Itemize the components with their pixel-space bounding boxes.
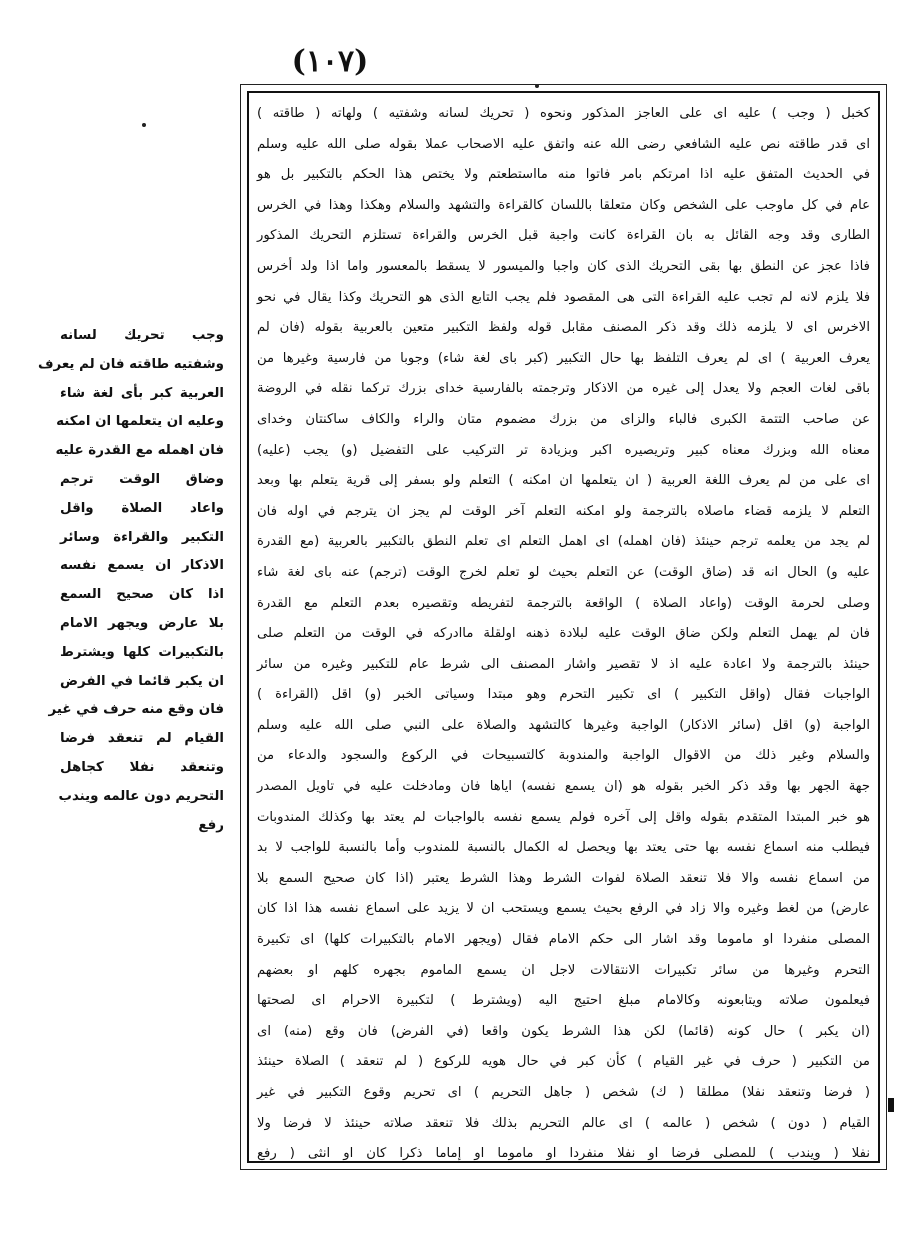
margin-text-line: وشفتيه طاقته فان لم يعرف — [37, 356, 224, 372]
margin-text-line: بلا عارض ويجهر الامام — [60, 615, 224, 631]
main-text-line: عام في كل ماوجب على الشخص وكان متعلقا باللسان كالقراءة والتشهد والسلام وهكذا وهذا في الخرس — [257, 197, 870, 213]
page-edge-mark — [888, 1098, 894, 1112]
main-text-line: من اسماع نفسه والا فلا تنعقد الصلاة لفوات الشرط وهذا الشرط يعتبر (اذا كان صحيح السمع بلا — [257, 870, 870, 886]
margin-text-line: التحريم دون عالمه ويندب — [58, 788, 224, 804]
main-text-line: فلا يلزم لانه لم تجب عليه القراءة التى هى المقصود فلم يجب التابع الذى هو التحريك وكذا يقال في نحو — [257, 289, 870, 305]
main-text-line: الطارى وقد وجه القائل به بان القراءة كانت واجبة قبل الخرس والقراءة تستلزم التحريك المذكور — [257, 228, 870, 244]
main-text-line: حينئذ بالترجمة ولا اعادة عليه اذ لا تقصير واشار المصنف الى شرط عام للتكبير وغيره من سائر — [257, 656, 870, 672]
main-text-line: اى على من لم يعرف اللغة العربية ( ان يتعلمها ان امكنه ) التعلم ولو بسفر إلى قرية يتعلم بها وبعد — [257, 473, 870, 489]
margin-text-line: اذا كان صحيح السمع — [60, 587, 224, 603]
main-text-line: (ان يكبر ) حال كونه (قائما) لكن هذا الشرط يكون واقعا (في الفرض) فان وقع (منه) اى — [257, 1023, 870, 1039]
main-text-line: نفلا ( ويندب ) للمصلى فرضا او نفلا منفردا او ماموما او إماما ذكرا كان او انثى ( رفع — [257, 1146, 870, 1162]
main-text-line: المصلى منفردا او ماموما وقد اشار الى حكم الامام فقال (ويجهر الامام بالتكبيرات كلها) اى تكبيرة — [257, 932, 870, 948]
margin-text-line: فان اهمله مع القدرة عليه — [55, 443, 224, 459]
main-text-line: يعرف العربية ) اى لم يعرف التلفظ بها حال التكبير (كبر باى لغة شاء) وجوبا من فارسية وغيرها من — [257, 350, 870, 366]
main-text-line: ( فرضا وتنعقد نفلا) مطلقا ( ك) شخص ( جاهل التحريم ) اى تحريم وقوع التكبير في غير — [257, 1085, 870, 1100]
margin-text-line: وضاق الوقت ترجم — [60, 471, 224, 487]
main-text-line: وصلى لحرمة الوقت (واعاد الصلاة ) الواقعة بالترجمة لتفريطه وتقصيره بعدم التعلم مع القدرة — [257, 595, 870, 611]
ink-dot — [142, 123, 146, 127]
main-text-line: لم يجد من يعلمه ترجم حينئذ (فان اهمله) اى اهمل التعلم اى تعلم النطق بالتكبير بالعربية (مع القدرة — [257, 534, 870, 550]
main-text-line: فاذا عجز عن النطق بها بقى التحريك الذى كان واجبا والميسور لا يسقط بالمعسور واما اذا ولد أخرس — [257, 258, 870, 274]
main-text-line: الواجبات فقال (واقل التكبير ) اى تكبير التحرم وهو مبتدا وسياتى الخبر (و) اقل (القراءة ) — [257, 687, 870, 703]
main-text-line: فيعلمون صلاته ويتابعونه وكالامام مبلغ احتيج اليه (ويشترط ) لتكبيرة الاحرام اى لصحتها — [257, 993, 870, 1009]
main-text-block — [247, 91, 880, 1163]
main-text-line: في الحديث المتفق عليه اذا امرتكم بامر فاتوا منه مااستطعتم ولا يختص هذا الحكم بالتكبير بل هو — [257, 167, 870, 183]
margin-text-line: واعاد الصلاة واقل — [60, 500, 224, 516]
margin-text-line: العربية كبر بأى لغة شاء — [60, 385, 224, 401]
main-text-line: عليه و) الحال انه قد (ضاق الوقت) عن التعلم بحيث لو تعلم لخرج الوقت (ترجم) عنه باى لغة شاء — [257, 564, 870, 580]
main-text-line: من التكبير ( حرف في غير القيام ) كأن كبر في حال هويه للركوع ( لم تنعقد ) الصلاة حينئذ — [257, 1054, 870, 1070]
main-text-line: فيطلب منه اسماع نفسه بها حتى يعتد بها ويحصل له الكمال بالنسبة للمندوب وأما بالنسبة للواجب لا بد — [257, 840, 870, 856]
margin-text-line: فان وقع منه حرف في غير — [48, 702, 224, 718]
margin-text-line: رفع — [198, 817, 224, 833]
main-text-line: التعلم لا يلزمه قضاء ماصلاه بالترجمة ولو امكنه التعلم آخر الوقت لم يجز ان يترجم في اوله فان — [257, 503, 870, 519]
main-text-line: هو خبر المبتدا المتقدم بقوله واقل إلى آخره فولم يسمع نفسه بالواجبات لم يعتد بها وكذلك المندوبات — [257, 809, 870, 825]
main-text-line: اى قدر طاقته نص عليه الشافعي رضى الله عنه واتفق عليه الاصحاب عملا بقوله صلى الله عليه وسلم — [257, 136, 870, 152]
main-text-line: معناه الله وبزرك معناه كبير وتريصيره اكبر وبزيادة تر التركيب على التفضيل (و) يجب (عليه) — [257, 442, 870, 458]
main-text-line: باقى لغات العجم ولا يعدل إلى غيره من الاذكار وترجمته بالفارسية خداى بزرك تركما نقله في الروضة — [257, 381, 870, 397]
main-text-line: الواجبة (و) اقل (سائر الاذكار) الواجبة وغيرها كالتشهد والصلاة على النبي صلى الله عليه وسلم — [257, 717, 870, 733]
margin-text-line: القيام لم تنعقد فرضا — [60, 731, 224, 747]
page-number: (١٠٧) — [291, 44, 369, 79]
main-text-line: عارض) من لغط وغيره والا زاد في الرفع بحيث يسمع ويستحب ان لا يزيد على اسماع نفسه هذا اذا كان — [257, 901, 870, 917]
main-text-line: عن صاحب التتمة الكبرى فالباء والزاى من بزرك مضموم متان والراء والكاف ساكنتان وخداى — [257, 411, 870, 427]
main-text-line: القيام ( دون ) شخص ( عالمه ) اى عالم التحريم بذلك فلا تنعقد صلاته حينئذ لا فرضا ولا — [257, 1115, 870, 1131]
main-text-line: كخبل ( وجب ) عليه اى على العاجز المذكور ونحوه ( تحريك لسانه وشفتيه ) ولهاته ( طاقته ) — [257, 106, 870, 121]
main-text-line: الاخرس اى لا يلزمه ذلك وقد ذكر المصنف مقابل قوله ولفظ التكبير متعين بالعربية بقوله (فان لم — [257, 320, 870, 336]
margin-text-line: الاذكار ان يسمع نفسه — [60, 558, 224, 574]
main-text-line: والسلام وغير ذلك من الاقوال الواجبة والمندوبة كالتسبيحات في الركوع والسجود والدعاء من — [257, 748, 870, 764]
page-frame — [240, 84, 887, 1170]
margin-text-line: التكبير والقراءة وسائر — [60, 529, 224, 545]
margin-text-line: ان يكبر قائما في الفرض — [60, 673, 224, 689]
margin-text-line: وجب تحريك لسانه — [60, 328, 224, 343]
main-text-line: فان لم يهمل التعلم ولكن ضاق الوقت عليه لبلادة ذهنه اولقلة ماادركه في الوقت من التعلم صلى — [257, 626, 870, 642]
margin-text-line: وتنعقد نفلا كجاهل — [60, 759, 224, 775]
margin-text-line: بالتكبيرات كلها ويشترط — [60, 644, 224, 660]
margin-text-block — [37, 322, 224, 840]
main-text-line: جهة الجهر بها وقد ذكر الخبر بقوله هو (ان يسمع نفسه) اياها فان ومادخلت عليه في تاويل المصدر — [257, 779, 870, 795]
main-text-line: التحرم وغيرها من سائر تكبيرات الانتقالات لاجل ان يسمع الماموم بجهره كلهم او بعضهم — [257, 962, 870, 978]
margin-text-line: وعليه ان يتعلمها ان امكنه — [56, 414, 224, 430]
